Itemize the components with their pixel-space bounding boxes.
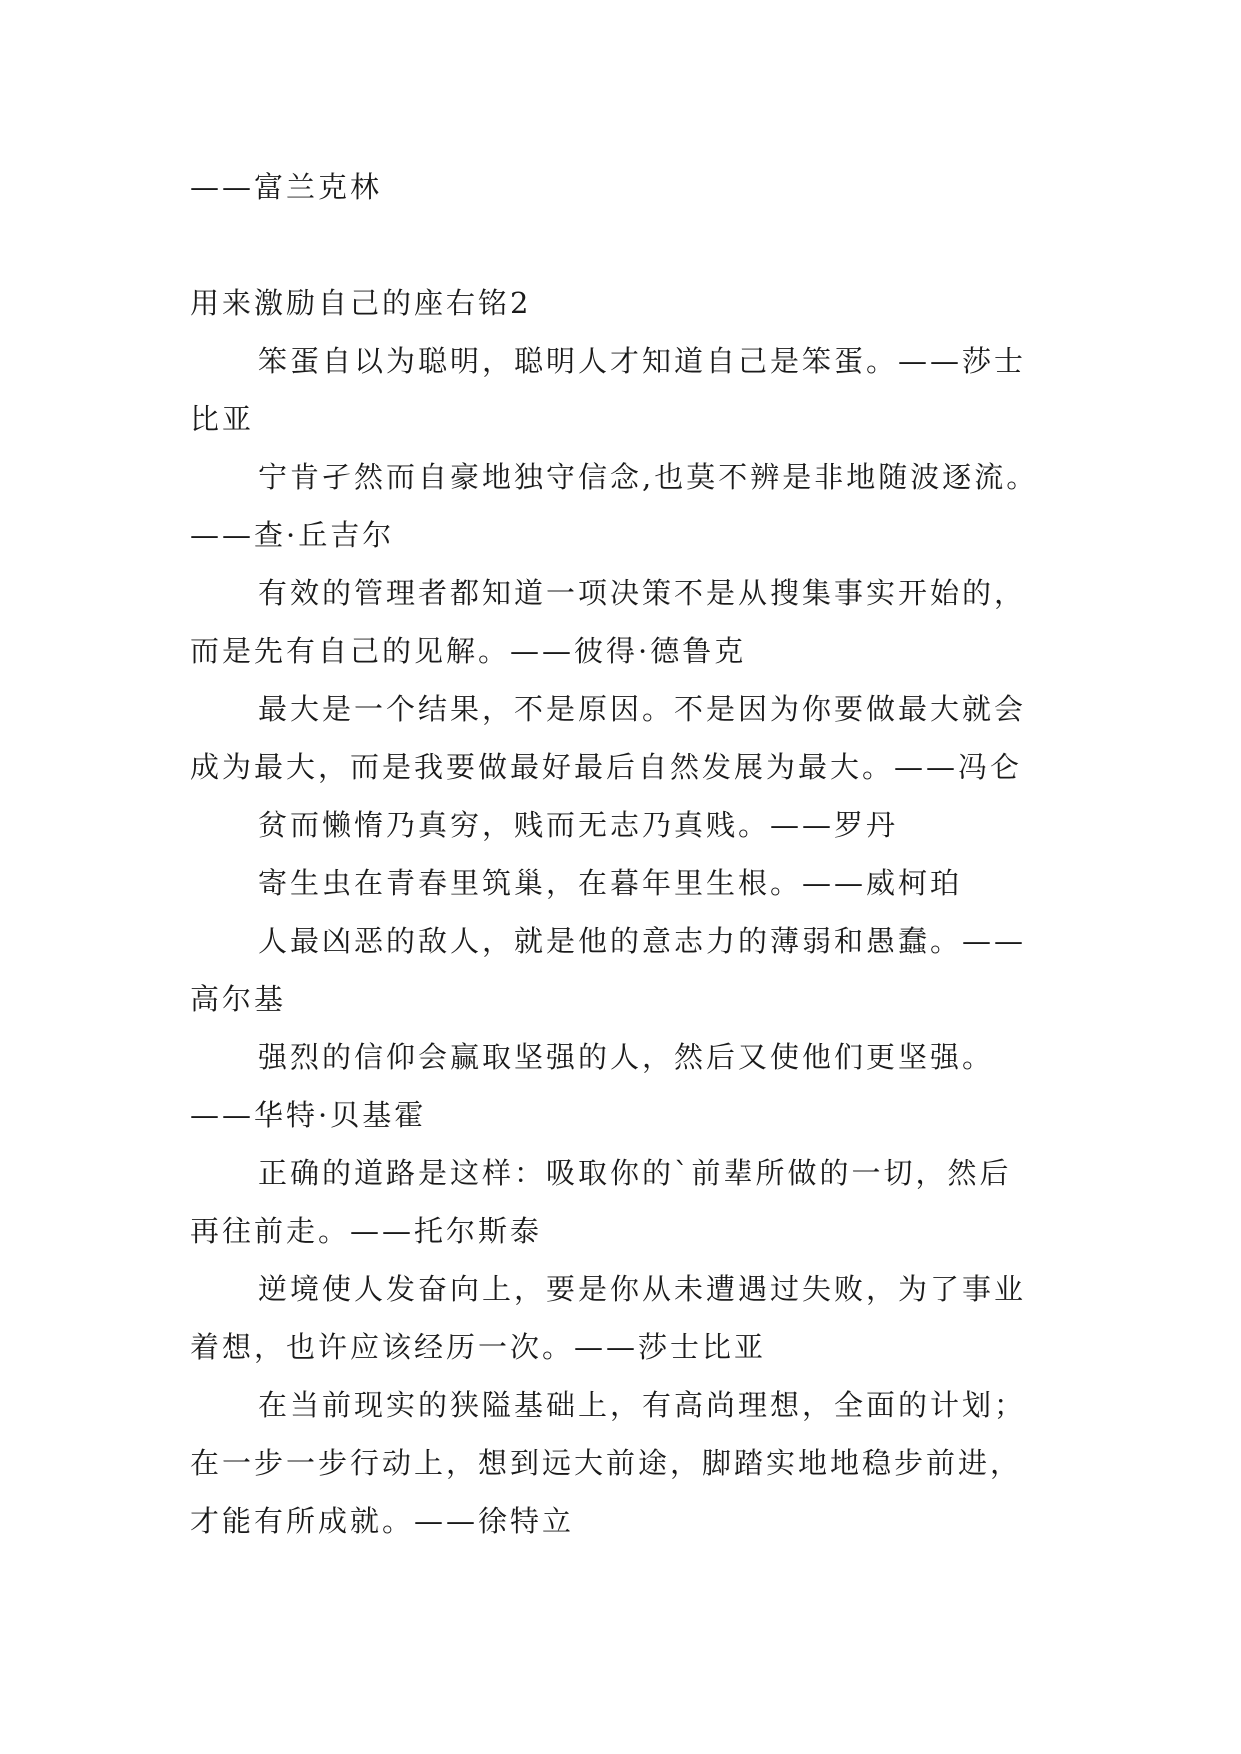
quote-line: 宁肯孑然而自豪地独守信念,也莫不辨是非地随波逐流。	[258, 460, 1039, 494]
quote-line: ——华特·贝基霍	[190, 1098, 427, 1132]
quote-line: 着想，也许应该经历一次。——莎士比亚	[190, 1330, 767, 1364]
quote-line: ——查·丘吉尔	[190, 518, 395, 552]
quote-line: 有效的管理者都知道一项决策不是从搜集事实开始的，	[258, 576, 1027, 610]
quote-line: 正确的道路是这样：吸取你的`前辈所做的一切，然后	[258, 1156, 1012, 1190]
blank-line	[190, 216, 1052, 274]
quote-line: 而是先有自己的见解。——彼得·德鲁克	[190, 634, 747, 668]
quote-line: 强烈的信仰会赢取坚强的人，然后又使他们更坚强。	[258, 1040, 995, 1074]
quote-line: 再往前走。——托尔斯泰	[190, 1214, 543, 1248]
quote-line: 贫而懒惰乃真穷，贱而无志乃真贱。——罗丹	[258, 808, 899, 842]
quote-line: 笨蛋自以为聪明，聪明人才知道自己是笨蛋。——莎士	[258, 344, 1027, 378]
quote-line: 人最凶恶的敌人，就是他的意志力的薄弱和愚蠢。——	[258, 924, 1027, 958]
quote-line: 在一步一步行动上，想到远大前途，脚踏实地地稳步前进，	[190, 1446, 1023, 1480]
quote-line: 才能有所成就。——徐特立	[190, 1504, 575, 1538]
attribution-line: ——富兰克林	[190, 170, 383, 204]
section-title: 用来激励自己的座右铭2	[190, 286, 532, 320]
quote-line: 逆境使人发奋向上，要是你从未遭遇过失败，为了事业	[258, 1272, 1027, 1306]
quote-line: 成为最大，而是我要做最好最后自然发展为最大。——冯仑	[190, 750, 1023, 784]
quote-line: 最大是一个结果，不是原因。不是因为你要做最大就会	[258, 692, 1027, 726]
document-body	[190, 158, 1052, 1550]
quote-line: 高尔基	[190, 982, 287, 1016]
quote-line: 比亚	[190, 402, 255, 436]
quote-line: 在当前现实的狭隘基础上，有高尚理想，全面的计划；	[258, 1388, 1027, 1422]
quote-line: 寄生虫在青春里筑巢，在暮年里生根。——威柯珀	[258, 866, 963, 900]
